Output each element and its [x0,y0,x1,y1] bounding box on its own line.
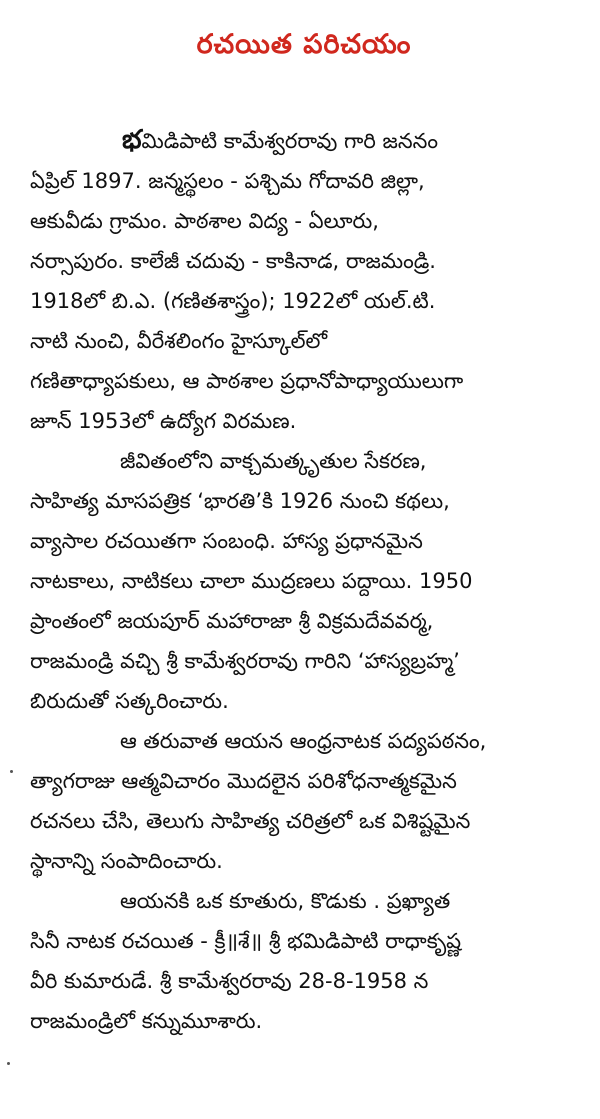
text-line: ప్రాంతంలో జయపూర్ మహారాజా శ్రీ విక్రమదేవవర్మ, [30,609,434,633]
paragraph-research-works [30,721,578,881]
text-line: వ్యాసాల రచయితగా సంబంధి. హాస్య ప్రధానమైన [30,529,423,553]
page-title: రచయిత పరిచయం [196,29,412,60]
text-line: గణితాధ్యాపకులు, ఆ పాఠశాల ప్రధానోపాధ్యాయులుగా [30,369,464,393]
text-line: ఏప్రిల్ 1897. జన్మస్థలం - పశ్చిమ గోదావరి జిల్లా, [30,169,425,193]
text-line: ఆకువీడు గ్రామం. పాఠశాల విద్య - ఏలూరు, [30,209,379,233]
scan-speck [7,1062,10,1065]
text-line: నర్సాపురం. కాలేజీ చదువు - కాకినాడ, రాజమండ్రి. [30,249,436,273]
paragraph-birth-education [30,120,578,441]
text-line: 1918లో బి.ఎ. (గణితశాస్త్రం); 1922లో యల్.టి. [30,289,436,313]
text-line: రచనలు చేసి, తెలుగు సాహిత్య చరిత్రలో ఒక విశిష్టమైన [30,809,471,833]
text-line: నాటకాలు, నాటికలు చాలా ముద్రణలు పద్దాయి. 1950 [30,569,473,593]
text-line: స్థానాన్ని సంపాదించారు. [30,849,223,873]
text-line: సినీ నాటక రచయిత - క్రీ॥శే॥ శ్రీ భమిడిపాటి రాధాకృష్ణ [30,929,462,953]
paragraph-family-death [30,881,578,1041]
paragraph-literary-career [30,441,578,721]
text-line: వీరి కుమారుడే. శ్రీ కామేశ్వరరావు 28-8-1958 న [30,969,429,993]
text-line: ఆ తరువాత ఆయన ఆంధ్రనాటక పద్యపఠనం, [120,729,487,753]
drop-cap: భ [122,125,142,155]
text-line: రాజమండ్రి వచ్చి శ్రీ కామేశ్వరరావు గారిని ‘హాస్యబ్రహ్మ’ [30,649,460,673]
text-line: నాటి నుంచి, వీరేశలింగం హైస్కూల్‌లో [30,329,328,353]
text-line: బిరుదుతో సత్కరించారు. [30,689,229,713]
text-line: సాహిత్య మాసపత్రిక ‘భారతి’కి 1926 నుంచి కథలు, [30,489,450,513]
text-line: త్యాగరాజు ఆత్మవిచారం మొదలైన పరిశోధనాత్మకమైన [30,769,457,793]
text-line: జూన్ 1953లో ఉద్యోగ విరమణ. [30,409,297,433]
text-line: ఆయనకి ఒక కూతురు, కొడుకు . ప్రఖ్యాత [120,889,451,913]
text-line: రాజమండ్రిలో కన్నుమూశారు. [30,1009,263,1033]
text-line: జీవితంలోని వాక్చమత్కృతుల సేకరణ, [120,449,427,473]
scan-speck [10,770,13,773]
text-line: భమిడిపాటి కామేశ్వరరావు గారి జననం [122,125,438,155]
